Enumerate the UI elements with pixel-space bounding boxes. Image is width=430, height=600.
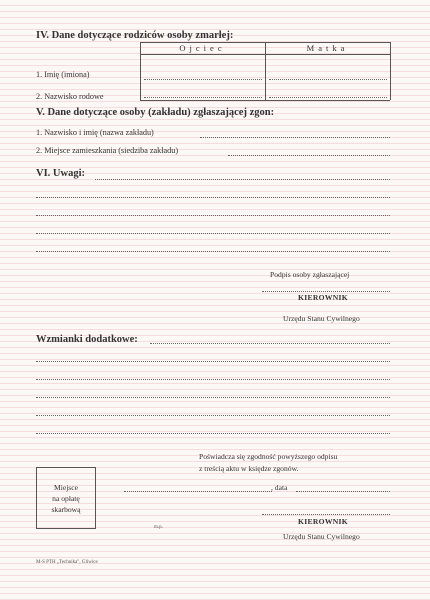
applicant-address-label: 2. Miejsce zamieszkania (siedziba zakładu) — [36, 146, 179, 155]
remarks-line-1[interactable] — [95, 179, 390, 180]
column-mother: Matka — [306, 43, 349, 53]
table-header-divider — [140, 54, 390, 55]
printer-imprint: M-S PTH „Technika", Gliwice — [36, 560, 98, 565]
notes-line-4[interactable] — [36, 397, 390, 398]
remarks-line-4[interactable] — [36, 233, 390, 234]
stamp-box-line-3: skarbową — [51, 504, 81, 514]
notes-line-2[interactable] — [36, 361, 390, 362]
parent-first-name-label: 1. Imię (imiona) — [36, 70, 90, 79]
date-label: , data — [271, 483, 288, 492]
mother-first-name-field[interactable] — [269, 79, 387, 80]
stamp-fee-box — [36, 467, 96, 529]
column-father: Ojciec — [179, 43, 226, 53]
additional-notes-title: Wzmianki dodatkowe: — [36, 334, 138, 345]
certifying-head-signature-line[interactable] — [262, 514, 390, 515]
section4-title: IV. Dane dotyczące rodziców osoby zmarłej: — [36, 30, 234, 41]
parent-maiden-name-label: 2. Nazwisko rodowe — [36, 92, 104, 101]
stamp-place-mark: m.p. — [154, 525, 163, 530]
notes-line-6[interactable] — [36, 433, 390, 434]
remarks-line-3[interactable] — [36, 215, 390, 216]
notes-line-3[interactable] — [36, 379, 390, 380]
applicant-name-field[interactable] — [200, 137, 390, 138]
certifying-head-title: KIEROWNIK — [298, 517, 348, 526]
date-field[interactable] — [296, 491, 390, 492]
applicant-name-label: 1. Nazwisko i imię (nazwa zakładu) — [36, 128, 154, 137]
father-first-name-field[interactable] — [144, 79, 262, 80]
table-border-bottom — [140, 100, 390, 101]
certification-line-2: z treścią aktu w księdze zgonów. — [199, 464, 299, 473]
office-name: Urzędu Stanu Cywilnego — [283, 314, 360, 323]
remarks-line-5[interactable] — [36, 251, 390, 252]
notes-line-5[interactable] — [36, 415, 390, 416]
mother-maiden-name-field[interactable] — [269, 97, 387, 98]
stamp-box-line-2: na opłatę — [52, 493, 80, 503]
section5-title: V. Dane dotyczące osoby (zakładu) zgłaszającej zgon: — [36, 107, 275, 118]
notes-line-1[interactable] — [150, 343, 390, 344]
head-signature-line[interactable] — [262, 291, 390, 292]
applicant-address-field[interactable] — [228, 155, 390, 156]
table-border-right — [390, 42, 391, 100]
remarks-line-2[interactable] — [36, 197, 390, 198]
head-title: KIEROWNIK — [298, 293, 348, 302]
certifying-office-name: Urzędu Stanu Cywilnego — [283, 532, 360, 541]
father-maiden-name-field[interactable] — [144, 97, 262, 98]
applicant-signature-label: Podpis osoby zgłaszającej — [270, 270, 350, 279]
stamp-box-line-1: Miejsce — [53, 482, 79, 492]
section6-title: VI. Uwagi: — [36, 168, 85, 179]
certification-line-1: Poświadcza się zgodność powyższego odpisu — [199, 452, 338, 461]
place-field[interactable] — [124, 491, 272, 492]
